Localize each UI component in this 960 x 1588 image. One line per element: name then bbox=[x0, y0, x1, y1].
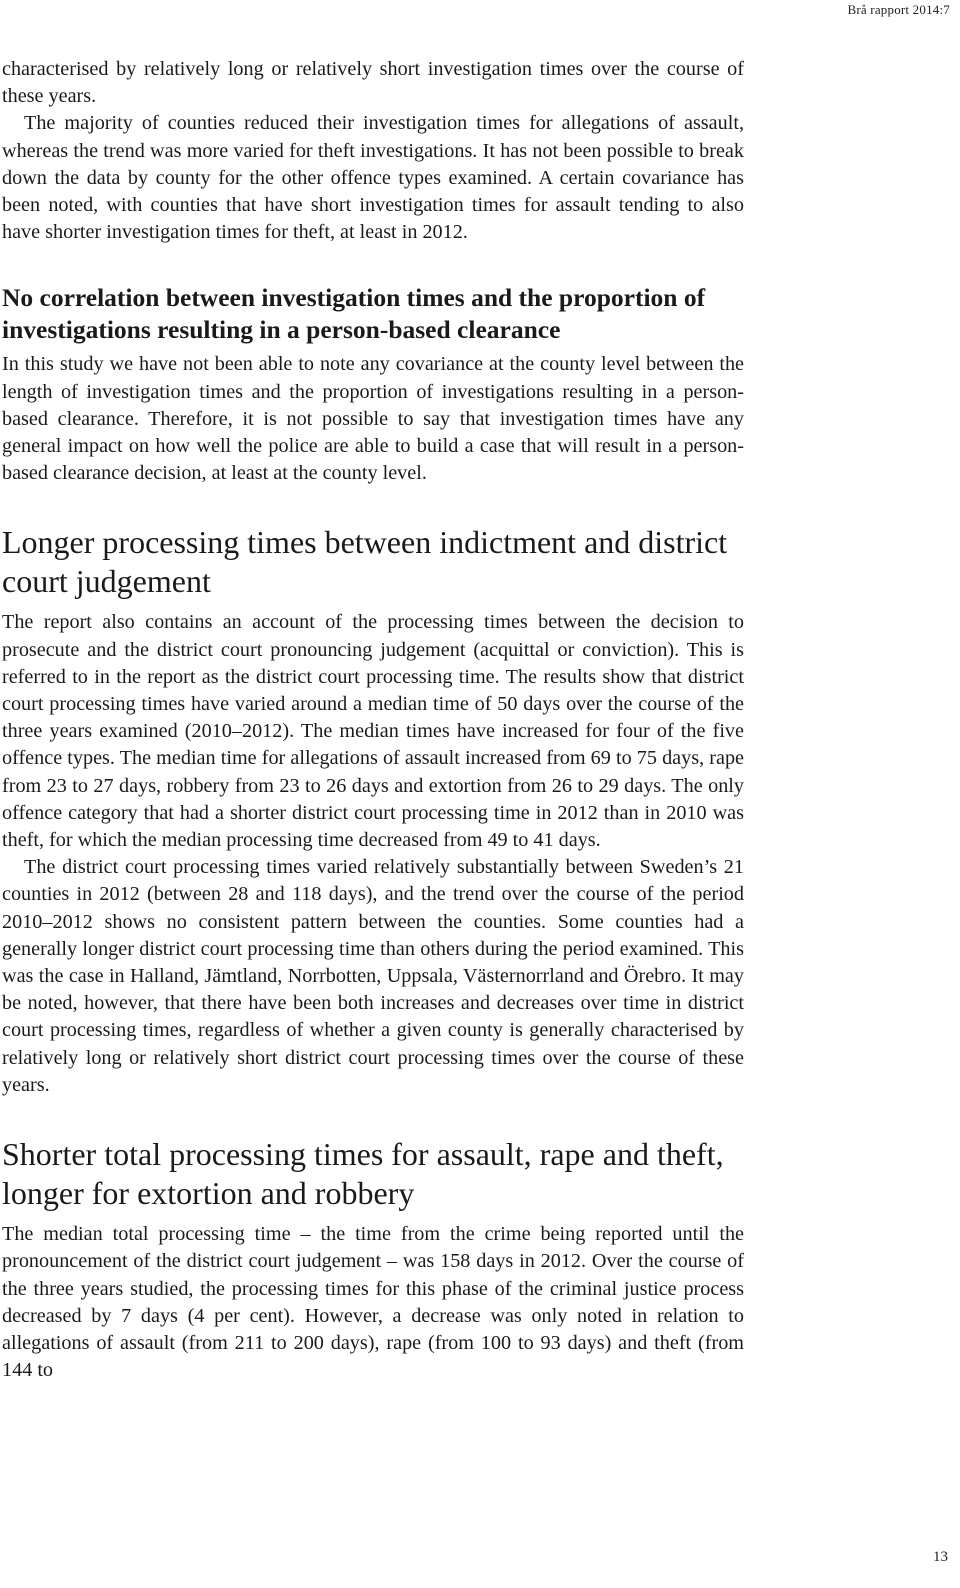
paragraph-county-variation: The district court processing times varied relatively substantially between Sweden’s 21 counties in 2012 (between 28 and 118 days), and the trend over the course of the period 2010–2012 shows no consistent pattern between the counties. Some counties had a generally longer district court processing time than others during the period examined. This was the case in Halland, Jämtland, Norrbotten, Uppsala, Västernorrland and Örebro. It may be noted, however, that there have been both increases and decreases over time in district court processing times, regardless of whether a given county is generally characterised by relatively long or relatively short district court processing times over the course of these years. bbox=[2, 856, 744, 1096]
running-header: Brå rapport 2014:7 bbox=[847, 2, 950, 17]
paragraph-no-covariance: In this study we have not been able to note any covariance at the county level between the length of investigation times and the proportion of investigations resulting in a person-based clearance. Therefore, it is not possible to say that investigation times have any general impact on how well the police are able to build a case that will result in a person-based clearance decision, at least at the county level. bbox=[2, 353, 744, 485]
paragraph-total-processing-time: The median total processing time – the time from the crime being reported until the pronouncement of the district court judgement – was 158 days in 2012. Over the course of the three years studied, the processing times for this phase of the criminal justice process decreased by 7 days (4 per cent). However, a decrease was only noted in relation to allegations of assault (from 211 to 200 days), rape (from 100 to 93 days) and theft (from 144 to bbox=[2, 1223, 744, 1382]
heading-longer-processing-times: Longer processing times between indictment and district court judgement bbox=[2, 524, 728, 600]
heading-shorter-total-times: Shorter total processing times for assault, rape and theft, longer for extortion and robbery bbox=[2, 1136, 724, 1212]
paragraph-assault-theft-trend: The majority of counties reduced their investigation times for allegations of assault, whereas the trend was more varied for theft investigations. It has not been possible to break down the data by county for the other offence types examined. A certain covariance has been noted, with counties that have short investigation times for assault tending to also have shorter investigation times for theft, at least in 2012. bbox=[2, 112, 744, 244]
page-body bbox=[2, 56, 744, 1384]
page-number: 13 bbox=[933, 1549, 948, 1565]
paragraph-district-court-times: The report also contains an account of the processing times between the decision to prosecute and the district court pronouncing judgement (acquittal or conviction). This is referred to in the report as the district court processing time. The results show that district court processing times have varied around a median time of 50 days over the course of the three years examined (2010–2012). The median times have increased for four of the five offence types. The median time for allegations of assault increased from 69 to 75 days, rape from 23 to 27 days, robbery from 23 to 26 days and extortion from 26 to 29 days. The only offence category that had a shorter district court processing time in 2012 than in 2010 was theft, for which the median processing time decreased from 49 to 41 days. bbox=[2, 611, 744, 852]
heading-no-correlation: No correlation between investigation times and the proportion of investigations resulting in a person-based clearance bbox=[2, 283, 706, 344]
paragraph-continued: characterised by relatively long or relatively short investigation times over the course of these years. bbox=[2, 58, 744, 108]
